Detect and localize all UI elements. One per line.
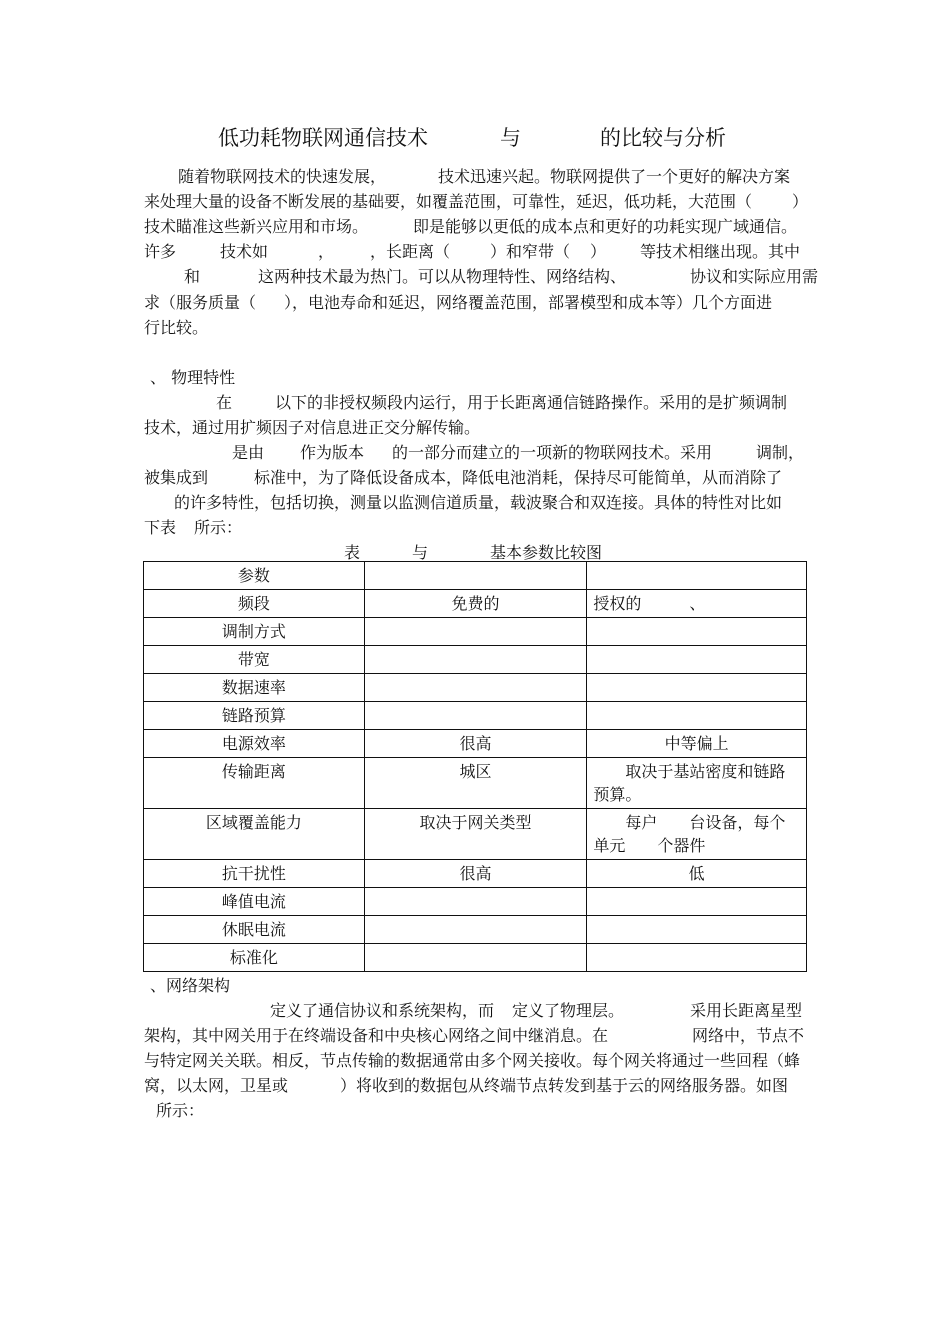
table-row [144,758,807,809]
table-row [144,730,807,758]
table-cell [364,916,587,944]
table-cell [364,646,587,674]
table-cell [587,916,807,944]
table-cell: 峰值电流 [144,888,365,916]
table-cell [364,702,587,730]
table-row [144,702,807,730]
table-cell: 很高 [364,860,587,888]
table-cell [587,618,807,646]
table-row [144,590,807,618]
table-cell: 区域覆盖能力 [144,809,365,860]
table-row [144,916,807,944]
table-cell: 抗干扰性 [144,860,365,888]
title-part-2: 与 [500,126,521,150]
table-cell: 授权的 、 [587,590,807,618]
table-cell: 取决于基站密度和链路预算。 [587,758,807,809]
table-cell: 电源效率 [144,730,365,758]
table-cell [587,646,807,674]
table-row [144,888,807,916]
table-cell: 每户 台设备，每个单元 个器件 [587,809,807,860]
table-row [144,646,807,674]
table-cell: 免费的 [364,590,587,618]
table-row [144,562,807,590]
table-cell: 中等偏上 [587,730,807,758]
section-2-heading: 、网络架构 [150,976,231,995]
table-cell [364,618,587,646]
section-1-heading: 、 物理特性 [150,368,236,387]
table-cell: 城区 [364,758,587,809]
table-row [144,809,807,860]
table-cell: 数据速率 [144,674,365,702]
table-cell: 取决于网关类型 [364,809,587,860]
comparison-table [143,561,807,972]
table-cell [364,562,587,590]
table-cell [364,674,587,702]
table-cell: 参数 [144,562,365,590]
document-page: 低功耗物联网通信技术 与 的比较与分析 随着物联网技术的快速发展， 技术迅速兴起。物联网提供了一个更好的解决方案 来处理大量的设备不断发展的基础要，如覆盖范围，可靠性，延迟，低功耗，大范围（ ） 技术瞄准这些新兴应用和市场。 即是能够以更低的成本点和更好的功耗实现广域通信。 许多 技术如 ， ，长距离（ ）和窄带（ ） 等技术相继出现。其中 和 这两种技术最为热门。可以从物理特性、网络结构、 协议和实际应用需 求（服务质量（ ），电池寿命和延迟，网络覆盖范围，部署模型和成本等）几个方面进 行比较。 、 物理特性 在 以下的非授权频段内运行，用于长距离通信链路操作。采用的是扩频调制 技术，通过用扩频因子对信息进正交分解传输。 是由 作为版本 的一部分而建立的一项新的物联网技术。采用 调制， 被集成到 标准中，为了降低设备成本，降低电池消耗，保持尽可能简单，从而消除了 的许多特性，包括切换，测量以监测信道质量，载波聚合和双连接。具体的特性对比如 下表 所示： 表 与 基本参数比较图 参数 频段 免费的 授权的 、 调制方式 带宽 数据速率 链路预算 电源效率 很高 中等偏上 传输距离 城区 取决于基站密度和链路预算。 区域覆盖能力 取决于网关类型 每户 台设备，每个单元 个器件 抗干扰性 很高 低 峰值电流 休眠电流 标准化 、网络架构 定义了通信协议和系统架构，而 定义了物理层。 采用长距离星型 架构，其中网关用于在终端设备和中央核心网络之间中继消息。在 网络中，节点不 与特定网关关联。相反，节点传输的数据通常由多个网关接收。每个网关将通过一些回程（蜂 窝，以太网，卫星或 ）将收到的数据包从终端节点转发到基于云的网络服务器。如图 所示： [0,0,950,1344]
table-cell [587,562,807,590]
table-cell [364,888,587,916]
table-cell: 链路预算 [144,702,365,730]
table-cell [587,674,807,702]
table-cell: 调制方式 [144,618,365,646]
table-cell: 低 [587,860,807,888]
title-part-3: 的比较与分析 [600,126,726,150]
table-cell [587,944,807,972]
table-cell: 很高 [364,730,587,758]
table-row [144,944,807,972]
table-row [144,860,807,888]
table-cell: 传输距离 [144,758,365,809]
table-cell [364,944,587,972]
table-cell: 标准化 [144,944,365,972]
title-part-1: 低功耗物联网通信技术 [218,126,428,150]
table-cell: 频段 [144,590,365,618]
table-cell: 休眠电流 [144,916,365,944]
table-row [144,674,807,702]
table-cell [587,888,807,916]
table-row [144,618,807,646]
table-cell: 带宽 [144,646,365,674]
table-cell [587,702,807,730]
